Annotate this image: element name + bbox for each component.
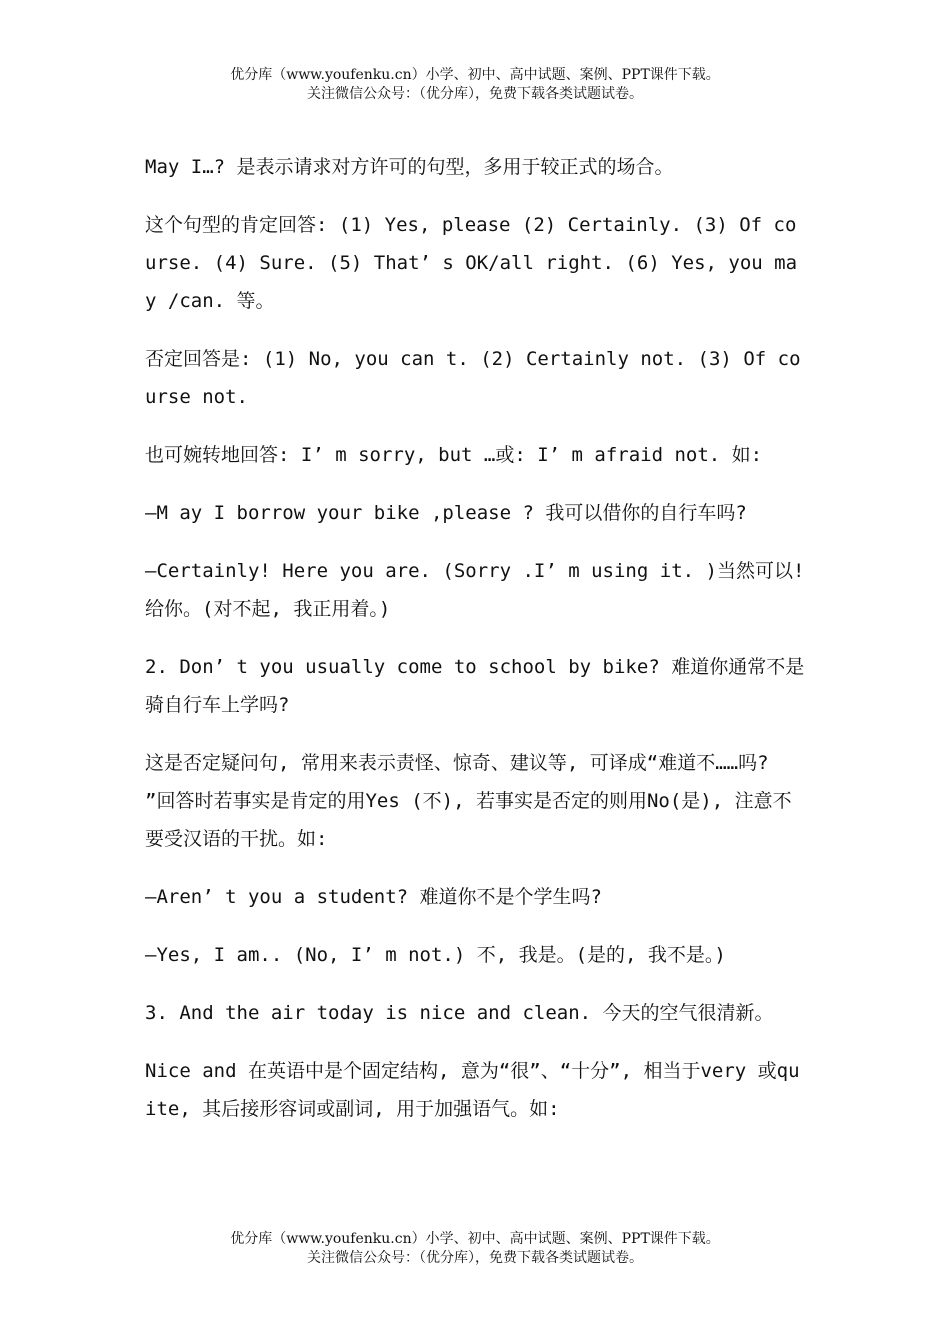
page-header <box>0 66 950 104</box>
paragraph-1: May I…? 是表示请求对方许可的句型，多用于较正式的场合。 <box>145 156 674 178</box>
paragraph-12: Nice and 在英语中是个固定结构, 意为“很”、“十分”, 相当于very 或quite, 其后接形容词或副词, 用于加强语气。如: <box>145 1060 800 1120</box>
paragraph-3: 否定回答是: (1) No, you can t. (2) Certainly not. (3) Of course not. <box>145 348 801 408</box>
header-line-2: 关注微信公众号：（优分库），免费下载各类试题试卷。 <box>307 86 643 102</box>
paragraph-2: 这个句型的肯定回答: (1) Yes, please (2) Certainly. (3) Of course. (4) Sure. (5) That’ s OK/all right. (6) Yes, you may /can. 等。 <box>145 214 798 312</box>
footer-line-2: 关注微信公众号：（优分库），免费下载各类试题试卷。 <box>307 1250 643 1266</box>
document-body <box>145 148 816 1148</box>
paragraph-6: —Certainly! Here you are. (Sorry .I’ m using it. )当然可以! 给你。(对不起, 我正用着。) <box>145 560 816 620</box>
header-line-1: 优分库（www.youfenku.cn）小学、初中、高中试题、案例、PPT课件下载。 <box>230 67 720 83</box>
paragraph-8: 这是否定疑问句, 常用来表示责怪、惊奇、建议等, 可译成“难道不……吗? ”回答时若事实是肯定的用Yes (不), 若事实是否定的则用No(是), 注意不要受汉语的干扰。如: <box>145 752 792 850</box>
footer-line-1: 优分库（www.youfenku.cn）小学、初中、高中试题、案例、PPT课件下载。 <box>230 1231 720 1247</box>
paragraph-10: —Yes, I am.. (No, I’ m not.) 不, 我是。(是的, 我不是。) <box>145 944 726 966</box>
paragraph-5: —M ay I borrow your bike ,please ? 我可以借你的自行车吗? <box>145 502 747 524</box>
paragraph-9: —Aren’ t you a student? 难道你不是个学生吗? <box>145 886 602 908</box>
page-footer <box>0 1230 950 1268</box>
paragraph-11: 3. And the air today is nice and clean. 今天的空气很清新。 <box>145 1002 774 1024</box>
paragraph-4: 也可婉转地回答: I’ m sorry, but …或: I’ m afraid not. 如: <box>145 444 763 466</box>
paragraph-7: 2. Don’ t you usually come to school by bike? 难道你通常不是骑自行车上学吗? <box>145 656 805 716</box>
